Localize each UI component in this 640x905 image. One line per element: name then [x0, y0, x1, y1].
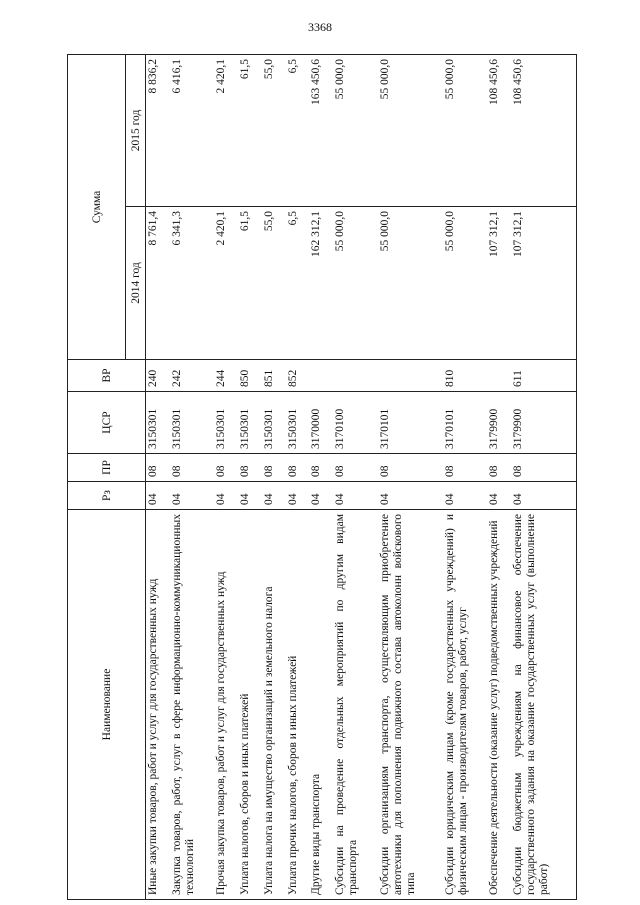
cell-name: Уплата налогов, сборов и иных платежей [238, 510, 262, 900]
cell-pr: 08 [443, 454, 487, 482]
cell-y2015: 163 450,6 [309, 54, 333, 206]
cell-vr [487, 360, 511, 392]
cell-rz: 04 [378, 482, 443, 510]
cell-csr: 3170100 [333, 392, 377, 454]
cell-pr: 08 [333, 454, 377, 482]
cell-csr: 3150301 [262, 392, 286, 454]
cell-rz: 04 [286, 482, 310, 510]
table-row [238, 54, 262, 899]
cell-vr: 852 [286, 360, 310, 392]
cell-rz: 04 [262, 482, 286, 510]
cell-name: Субсидии бюджетным учреждениям на финансовое обеспечение государственного задания на оказание государственных услуг (выполнение работ) [511, 510, 577, 900]
table-row [170, 54, 214, 899]
cell-y2014: 55 000,0 [443, 207, 487, 360]
table-row [378, 54, 443, 899]
cell-vr: 240 [146, 360, 171, 392]
cell-vr: 850 [238, 360, 262, 392]
cell-rz: 04 [170, 482, 214, 510]
cell-vr [378, 360, 443, 392]
header-csr: ЦСР [68, 392, 146, 454]
cell-vr: 242 [170, 360, 214, 392]
table-row [333, 54, 377, 899]
cell-y2015: 55 000,0 [333, 54, 377, 206]
cell-pr: 08 [214, 454, 238, 482]
cell-vr [309, 360, 333, 392]
cell-name: Субсидии организациям транспорта, осуществляющим приобретение автотехники для пополнения подвижного состава автоколонн войскового типа [378, 510, 443, 900]
cell-y2015: 55,0 [262, 54, 286, 206]
cell-y2015: 61,5 [238, 54, 262, 206]
cell-pr: 08 [511, 454, 577, 482]
cell-y2014: 162 312,1 [309, 207, 333, 360]
cell-y2015: 6 416,1 [170, 54, 214, 206]
cell-y2014: 2 420,1 [214, 207, 238, 360]
cell-y2015: 6,5 [286, 54, 310, 206]
cell-pr: 08 [238, 454, 262, 482]
cell-name: Субсидии юридическим лицам (кроме государственных учреждений) и физическим лицам - производителям товаров, работ, услуг [443, 510, 487, 900]
table-row [286, 54, 310, 899]
cell-y2014: 107 312,1 [487, 207, 511, 360]
cell-y2014: 55,0 [262, 207, 286, 360]
header-2014: 2014 год [126, 207, 146, 360]
cell-y2015: 108 450,6 [487, 54, 511, 206]
table-row [262, 54, 286, 899]
cell-pr: 08 [146, 454, 171, 482]
cell-y2014: 8 761,4 [146, 207, 171, 360]
cell-vr: 611 [511, 360, 577, 392]
cell-pr: 08 [487, 454, 511, 482]
cell-name: Субсидии на проведение отдельных мероприятий по другим видам транспорта [333, 510, 377, 900]
cell-pr: 08 [286, 454, 310, 482]
header-vr: ВР [68, 360, 146, 392]
cell-csr: 3170101 [378, 392, 443, 454]
cell-name: Другие виды транспорта [309, 510, 333, 900]
cell-rz: 04 [214, 482, 238, 510]
table-row [146, 54, 171, 899]
cell-name: Закупка товаров, работ, услуг в сфере информационно-коммуникационных технологий [170, 510, 214, 900]
cell-csr: 3170101 [443, 392, 487, 454]
cell-name: Иные закупки товаров, работ и услуг для государственных нужд [146, 510, 171, 900]
cell-csr: 3150301 [170, 392, 214, 454]
cell-y2014: 55 000,0 [333, 207, 377, 360]
cell-csr: 3150301 [146, 392, 171, 454]
table-row [487, 54, 511, 899]
cell-csr: 3150301 [238, 392, 262, 454]
cell-pr: 08 [262, 454, 286, 482]
cell-csr: 3150301 [286, 392, 310, 454]
cell-vr [333, 360, 377, 392]
cell-name: Уплата налога на имущество организаций и земельного налога [262, 510, 286, 900]
cell-y2014: 61,5 [238, 207, 262, 360]
cell-y2015: 8 836,2 [146, 54, 171, 206]
cell-csr: 3150301 [214, 392, 238, 454]
cell-y2015: 55 000,0 [378, 54, 443, 206]
cell-vr: 810 [443, 360, 487, 392]
cell-y2014: 107 312,1 [511, 207, 577, 360]
table-row [309, 54, 333, 899]
cell-csr: 3179900 [487, 392, 511, 454]
page-number: 3368 [308, 20, 332, 34]
table-row [511, 54, 577, 899]
header-sum: Сумма [68, 54, 126, 359]
cell-pr: 08 [170, 454, 214, 482]
cell-rz: 04 [487, 482, 511, 510]
header-rz: Рз [68, 482, 146, 510]
cell-rz: 04 [309, 482, 333, 510]
cell-name: Обеспечение деятельности (оказание услуг) подведомственных учреждений [487, 510, 511, 900]
cell-name: Уплата прочих налогов, сборов и иных платежей [286, 510, 310, 900]
cell-csr: 3170000 [309, 392, 333, 454]
cell-rz: 04 [333, 482, 377, 510]
cell-y2015: 2 420,1 [214, 54, 238, 206]
cell-rz: 04 [443, 482, 487, 510]
cell-y2015: 55 000,0 [443, 54, 487, 206]
cell-csr: 3179900 [511, 392, 577, 454]
rotated-table-container [67, 55, 577, 900]
table-row [214, 54, 238, 899]
cell-rz: 04 [146, 482, 171, 510]
cell-pr: 08 [378, 454, 443, 482]
cell-y2014: 6,5 [286, 207, 310, 360]
cell-y2014: 55 000,0 [378, 207, 443, 360]
table-row [443, 54, 487, 899]
budget-table [67, 54, 577, 900]
cell-rz: 04 [511, 482, 577, 510]
header-name: Наименование [68, 510, 146, 900]
cell-y2015: 108 450,6 [511, 54, 577, 206]
header-2015: 2015 год [126, 54, 146, 206]
cell-y2014: 6 341,3 [170, 207, 214, 360]
header-pr: ПР [68, 454, 146, 482]
cell-name: Прочая закупка товаров, работ и услуг для государственных нужд [214, 510, 238, 900]
cell-vr: 244 [214, 360, 238, 392]
cell-pr: 08 [309, 454, 333, 482]
cell-rz: 04 [238, 482, 262, 510]
cell-vr: 851 [262, 360, 286, 392]
